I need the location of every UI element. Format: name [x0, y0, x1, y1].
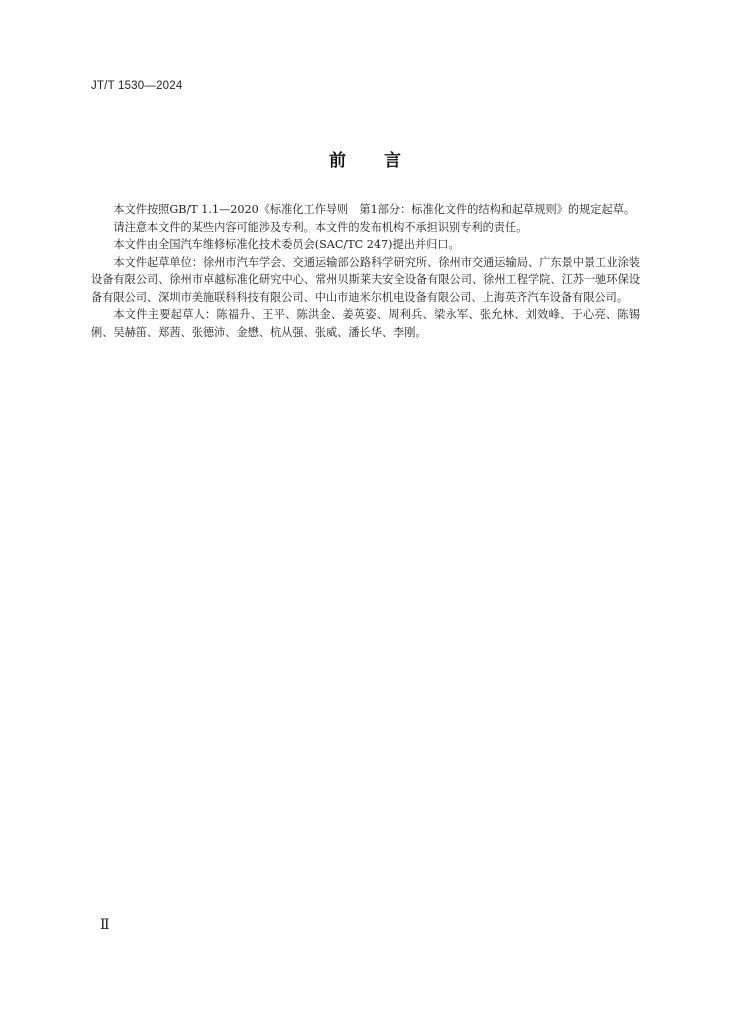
page-number: Ⅱ [100, 917, 110, 933]
paragraph-proposing-committee: 本文件由全国汽车维修标准化技术委员会(SAC/TC 247)提出并归口。 [113, 238, 460, 251]
paragraph-drafting-units: 本文件起草单位：徐州市汽车学会、交通运输部公路科学研究所、徐州市交通运输局、广东景中景工业涂装设备有限公司、徐州市卓越标准化研究中心、常州贝斯莱夫安全设备有限公司、徐州工程学院、江苏一驰环保设备有限公司、深圳市美施联科科技有限公司、中山市迪米尔机电设备有限公司、上海英齐汽车设备有限公司。 [91, 255, 640, 304]
paragraph-patent-notice: 请注意本文件的某些内容可能涉及专利。本文件的发布机构不承担识别专利的责任。 [113, 220, 528, 234]
page-title-char-2: 言 [384, 151, 401, 171]
page-title [0, 146, 730, 171]
paragraph-main-drafters: 本文件主要起草人：陈福升、王平、陈洪金、姜英姿、周利兵、梁永军、张允林、刘效峰、于心亮、陈锡俐、吴赫笛、郑茜、张德沛、金懋、杭从强、张威、潘长华、李刚。 [91, 308, 640, 339]
page-title-char-1: 前 [329, 151, 346, 171]
foreword-body [91, 201, 640, 341]
paragraph-drafting-rules: 本文件按照GB/T 1.1—2020《标准化工作导则 第1部分：标准化文件的结构和起草规则》的规定起草。 [113, 203, 636, 216]
standard-code: JT/T 1530—2024 [91, 80, 183, 92]
